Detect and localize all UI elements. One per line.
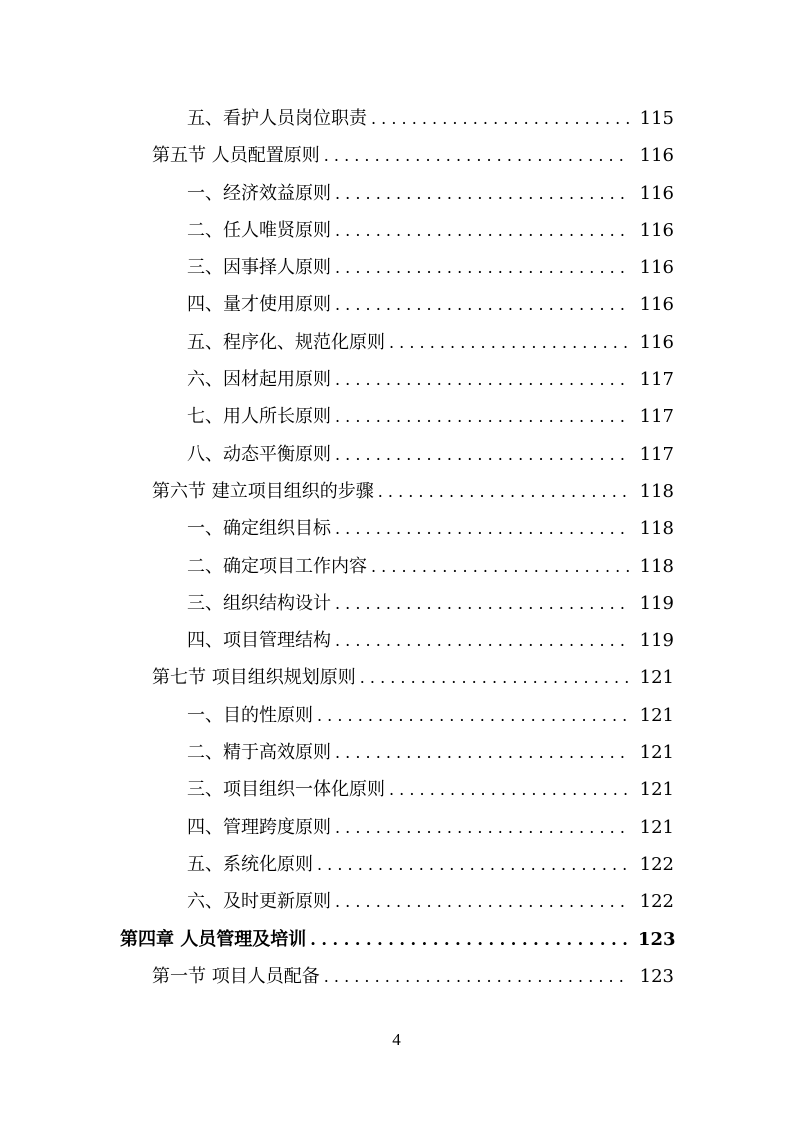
toc-dot-leader <box>335 292 630 318</box>
toc-entry-page: 116 <box>639 182 674 204</box>
toc-entry-label: 二、任人唯贤原则 <box>187 219 331 241</box>
toc-subsection-entry <box>0 697 793 734</box>
toc-dot-leader <box>335 404 630 430</box>
toc-subsection-entry <box>0 175 793 212</box>
toc-dot-leader <box>335 516 630 542</box>
toc-dot-leader <box>335 591 630 617</box>
toc-entry-label: 三、组织结构设计 <box>187 592 331 614</box>
toc-entry-page: 121 <box>639 816 674 838</box>
toc-subsection-entry <box>0 622 793 659</box>
toc-dot-leader <box>335 181 630 207</box>
toc-entry-label: 二、精于高效原则 <box>187 742 331 764</box>
toc-entry-page: 121 <box>639 667 674 689</box>
toc-subsection-entry <box>0 398 793 435</box>
toc-dot-leader <box>335 628 630 654</box>
toc-dot-leader <box>310 927 630 953</box>
toc-dot-leader <box>335 740 630 766</box>
toc-entry-label: 七、用人所长原则 <box>187 406 331 428</box>
page-number: 4 <box>392 1030 401 1049</box>
toc-subsection-entry <box>0 361 793 398</box>
toc-entry-label: 六、因材起用原则 <box>187 369 331 391</box>
toc-entry-page: 123 <box>639 965 674 987</box>
toc-entry-page: 115 <box>639 108 674 129</box>
toc-dot-leader <box>324 964 630 990</box>
toc-entry-label: 第四章 人员管理及培训 <box>120 928 307 950</box>
toc-subsection-entry <box>0 100 793 137</box>
toc-subsection-entry <box>0 286 793 323</box>
table-of-contents <box>0 100 793 995</box>
toc-section-entry <box>0 958 793 995</box>
toc-entry-label: 六、及时更新原则 <box>187 891 331 913</box>
toc-entry-page: 117 <box>639 443 674 465</box>
toc-subsection-entry <box>0 324 793 361</box>
toc-entry-page: 121 <box>639 704 674 726</box>
toc-subsection-entry <box>0 436 793 473</box>
toc-entry-label: 五、程序化、规范化原则 <box>187 331 385 353</box>
toc-entry-page: 123 <box>638 928 676 950</box>
toc-entry-page: 122 <box>639 891 674 913</box>
toc-entry-label: 五、系统化原则 <box>187 853 313 875</box>
toc-entry-page: 119 <box>639 630 674 652</box>
toc-subsection-entry <box>0 771 793 808</box>
toc-entry-page: 119 <box>639 592 674 614</box>
toc-subsection-entry <box>0 548 793 585</box>
toc-entry-page: 118 <box>639 518 674 540</box>
toc-entry-page: 116 <box>639 145 674 167</box>
toc-dot-leader <box>317 852 630 878</box>
toc-dot-leader <box>378 479 630 505</box>
toc-entry-label: 第七节 项目组织规划原则 <box>152 667 356 689</box>
toc-entry-label: 四、项目管理结构 <box>187 630 331 652</box>
toc-dot-leader <box>324 143 630 169</box>
toc-entry-page: 116 <box>639 219 674 241</box>
toc-subsection-entry <box>0 585 793 622</box>
toc-subsection-entry <box>0 212 793 249</box>
toc-entry-label: 八、动态平衡原则 <box>187 443 331 465</box>
toc-entry-page: 121 <box>639 779 674 801</box>
toc-entry-label: 四、量才使用原则 <box>187 294 331 316</box>
toc-section-entry <box>0 659 793 696</box>
toc-entry-label: 第五节 人员配置原则 <box>152 145 320 167</box>
toc-entry-page: 121 <box>639 742 674 764</box>
toc-entry-page: 116 <box>639 331 674 353</box>
toc-entry-label: 第一节 项目人员配备 <box>152 965 320 987</box>
toc-entry-label: 第六节 建立项目组织的步骤 <box>152 480 374 502</box>
toc-entry-page: 122 <box>639 853 674 875</box>
toc-entry-page: 118 <box>639 555 674 577</box>
toc-dot-leader <box>335 367 630 393</box>
toc-entry-page: 118 <box>639 480 674 502</box>
toc-dot-leader <box>389 330 630 356</box>
toc-subsection-entry <box>0 846 793 883</box>
toc-entry-label: 二、确定项目工作内容 <box>187 555 367 577</box>
toc-subsection-entry <box>0 883 793 920</box>
toc-dot-leader <box>335 442 630 468</box>
toc-chapter-entry <box>0 921 793 958</box>
toc-dot-leader <box>371 106 630 132</box>
toc-dot-leader <box>389 777 630 803</box>
toc-entry-label: 四、管理跨度原则 <box>187 816 331 838</box>
toc-entry-label: 一、确定组织目标 <box>187 518 331 540</box>
toc-dot-leader <box>317 703 630 729</box>
toc-subsection-entry <box>0 809 793 846</box>
toc-entry-label: 一、经济效益原则 <box>187 182 331 204</box>
toc-entry-page: 117 <box>639 406 674 428</box>
toc-entry-label: 三、因事择人原则 <box>187 257 331 279</box>
toc-entry-page: 117 <box>639 369 674 391</box>
toc-entry-label: 五、看护人员岗位职责 <box>187 108 367 129</box>
toc-subsection-entry <box>0 734 793 771</box>
toc-section-entry <box>0 473 793 510</box>
toc-dot-leader <box>335 218 630 244</box>
toc-dot-leader <box>371 554 630 580</box>
toc-entry-label: 三、项目组织一体化原则 <box>187 779 385 801</box>
toc-subsection-entry <box>0 249 793 286</box>
toc-entry-page: 116 <box>639 257 674 279</box>
toc-entry-label: 一、目的性原则 <box>187 704 313 726</box>
toc-section-entry <box>0 137 793 174</box>
toc-subsection-entry <box>0 510 793 547</box>
toc-dot-leader <box>335 889 630 915</box>
toc-dot-leader <box>360 665 630 691</box>
toc-entry-page: 116 <box>639 294 674 316</box>
toc-dot-leader <box>335 255 630 281</box>
toc-dot-leader <box>335 815 630 841</box>
